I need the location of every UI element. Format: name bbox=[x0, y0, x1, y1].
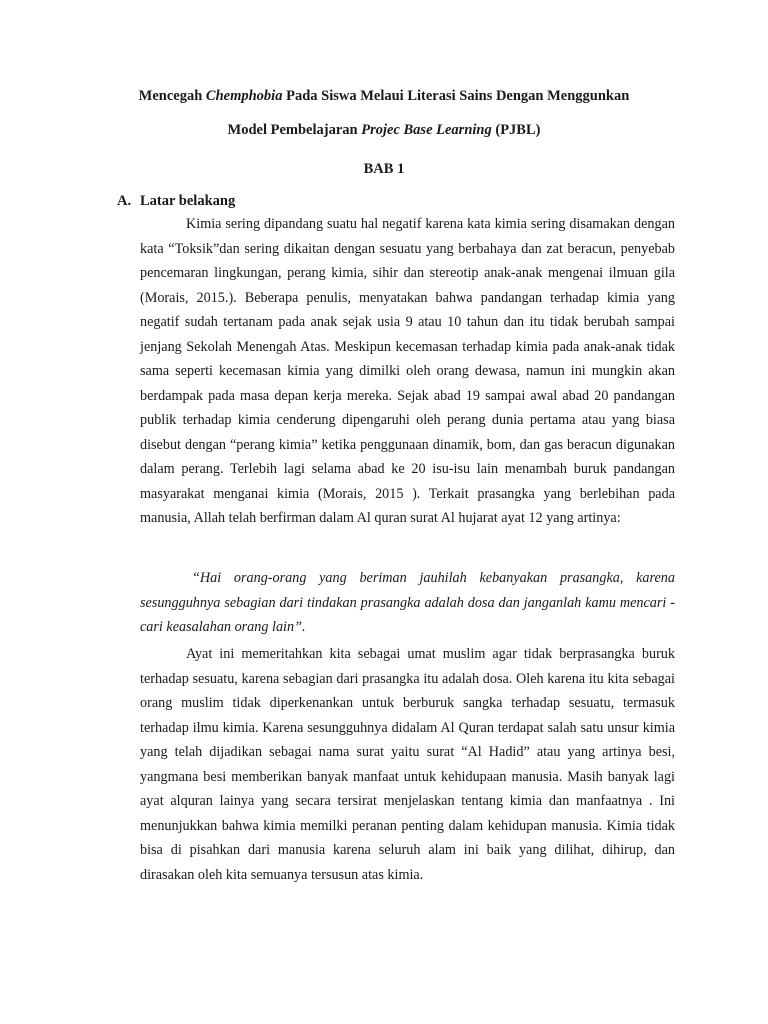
title-line-1 bbox=[0, 87, 768, 105]
title-italic-model: Projec Base Learning bbox=[361, 122, 492, 138]
paragraph-1 bbox=[140, 212, 675, 531]
title-line-2 bbox=[0, 121, 768, 139]
section-heading bbox=[117, 192, 235, 210]
quran-quote-text: “Hai orang-orang yang beriman jauhilah kebanyakan prasangka, karena sesungguhnya sebagian dari tindakan prasangka adalah dosa dan janganlah kamu mencari - cari keasalahan orang lain”. bbox=[140, 570, 675, 635]
paragraph-2 bbox=[140, 642, 675, 887]
quran-quote bbox=[140, 566, 675, 640]
chapter-heading: BAB 1 bbox=[363, 161, 405, 177]
title-line-1-start: Mencegah bbox=[138, 88, 206, 104]
paragraph-1-text: Kimia sering dipandang suatu hal negatif karena kata kimia sering disamakan dengan kata “Toksik”dan sering dikaitan dengan sesuatu yang berbahaya dan zat beracun, penyebab pencemaran lingkungan, perang kimia, sihir dan stereotip anak-anak mengenai ilmuan gila (Morais, 2015.). Beberapa penulis, menyatakan bahwa pandangan terhadap kimia yang negatif sudah tertanam pada anak sejak usia 9 atau 10 tahun dan itu tidak berubah sampai jenjang Sekolah Menengah Atas. Meskipun kecemasan terhadap kimia pada anak-anak tidak sama seperti kecemasan kimia yang dimilki oleh orang dewasa, namun ini mungkin akan berdampak pada masa depan kerja mereka. Sejak abad 19 sampai awal abad 20 pandangan publik terhadap kimia cenderung dipengaruhi oleh perang dunia pertama atau yang biasa disebut dengan “perang kimia” ketika penggunaan dinamik, bom, dan gas beracun digunakan dalam perang. Terlebih lagi selama abad ke 20 isu-isu lain menambah buruk pandangan masyarakat menganai kimia (Morais, 2015 ). Terkait prasangka yang berlebihan pada manusia, Allah telah berfirman dalam Al quran surat Al hujarat ayat 12 yang artinya: bbox=[140, 216, 675, 526]
title-italic-term: Chemphobia bbox=[205, 88, 283, 104]
title-line-2-start: Model Pembelajaran bbox=[227, 122, 362, 138]
section-number: A. bbox=[117, 193, 132, 209]
section-title: Latar belakang bbox=[140, 193, 236, 209]
title-line-1-end: Pada Siswa Melaui Literasi Sains Dengan Menggunkan bbox=[282, 88, 630, 104]
title-line-2-end: (PJBL) bbox=[491, 122, 541, 138]
paragraph-2-text: Ayat ini memeritahkan kita sebagai umat muslim agar tidak berprasangka buruk terhadap sesuatu, karena sebagian dari prasangka itu adalah dosa. Oleh karena itu kita sebagai orang muslim tidak diperkenankan untuk berburuk sangka terhadap sesuatu, termasuk terhadap ilmu kimia. Karena sesungguhnya didalam Al Quran terdapat salah satu unsur kimia yang telah dijadikan sebagai nama surat yaitu surat “Al Hadid” atau yang artinya besi, yangmana besi memberikan banyak manfaat untuk kehidupaan manusia. Masih banyak lagi ayat alquran lainya yang secara tersirat menjelaskan tentang kimia dan manfaatnya . Ini menunjukkan bahwa kimia memilki peranan penting dalam kehidupan manusia. Kimia tidak bisa di pisahkan dari manusia karena seluruh alam ini baik yang dilihat, dihirup, dan dirasakan oleh kita semuanya tersusun atas kimia. bbox=[140, 646, 675, 883]
